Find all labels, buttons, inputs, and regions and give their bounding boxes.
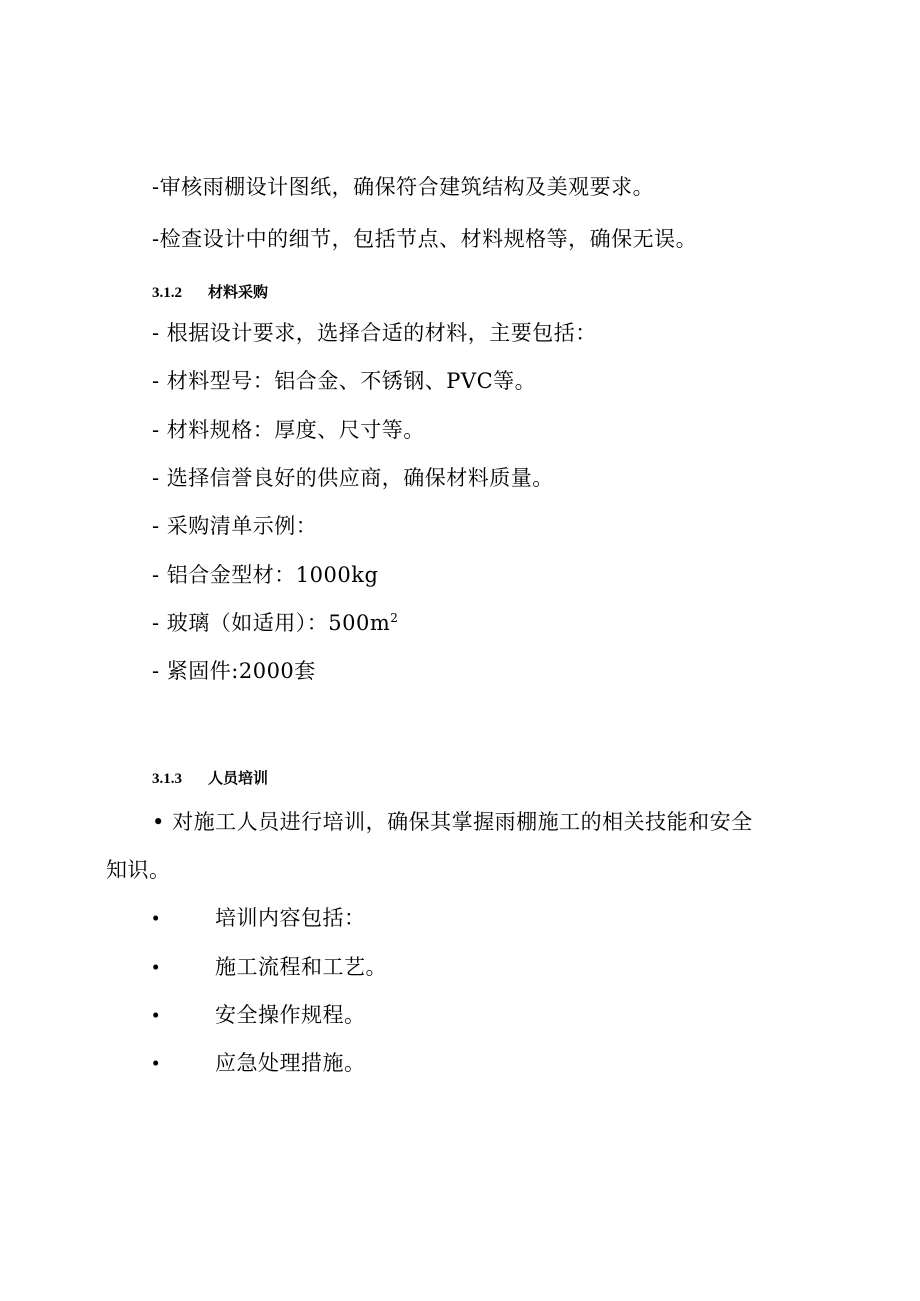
- list-item: - 根据设计要求，选择合适的材料，主要包括：: [152, 321, 597, 345]
- bullet-item: 应急处理措施。: [215, 1051, 366, 1075]
- list-item: - 采购清单示例：: [152, 514, 318, 538]
- bullet-item: 施工流程和工艺。: [215, 955, 387, 979]
- section-number: 3.1.2: [152, 285, 182, 301]
- list-item: - 材料型号：铝合金、不锈钢、PVC等。: [152, 369, 537, 393]
- list-item: - 紧固件:2000套: [152, 659, 316, 683]
- list-item: [152, 608, 398, 638]
- bullet-item: 安全操作规程。: [215, 1003, 366, 1027]
- check-details-line: -检查设计中的细节，包括节点、材料规格等，确保无误。: [152, 227, 698, 251]
- bullet-icon: •: [152, 906, 160, 930]
- section-title: 材料采购: [208, 283, 269, 301]
- bullet-icon: •: [152, 1003, 160, 1027]
- list-item: - 材料规格：厚度、尺寸等。: [152, 418, 425, 442]
- list-item: - 铝合金型材：1000kg: [152, 563, 379, 587]
- review-drawings-line: -审核雨棚设计图纸，确保符合建筑结构及美观要求。: [152, 175, 655, 199]
- section-title: 人员培训: [208, 769, 269, 787]
- bullet-icon: •: [152, 955, 160, 979]
- bullet-icon: •: [152, 1051, 160, 1075]
- list-item-text: - 玻璃（如适用）：500m: [152, 611, 391, 635]
- superscript: 2: [390, 611, 399, 625]
- section-number: 3.1.3: [152, 771, 182, 787]
- bullet-icon: •: [152, 810, 165, 834]
- section-heading-312: [152, 281, 268, 304]
- training-intro-continuation: 知识。: [106, 858, 171, 882]
- training-intro-text: 对施工人员进行培训，确保其掌握雨棚施工的相关技能和安全: [172, 810, 753, 834]
- bullet-item: 培训内容包括：: [215, 906, 366, 930]
- list-item: - 选择信誉良好的供应商，确保材料质量。: [152, 466, 554, 490]
- section-heading-313: [152, 767, 268, 790]
- training-intro-line: [152, 807, 753, 837]
